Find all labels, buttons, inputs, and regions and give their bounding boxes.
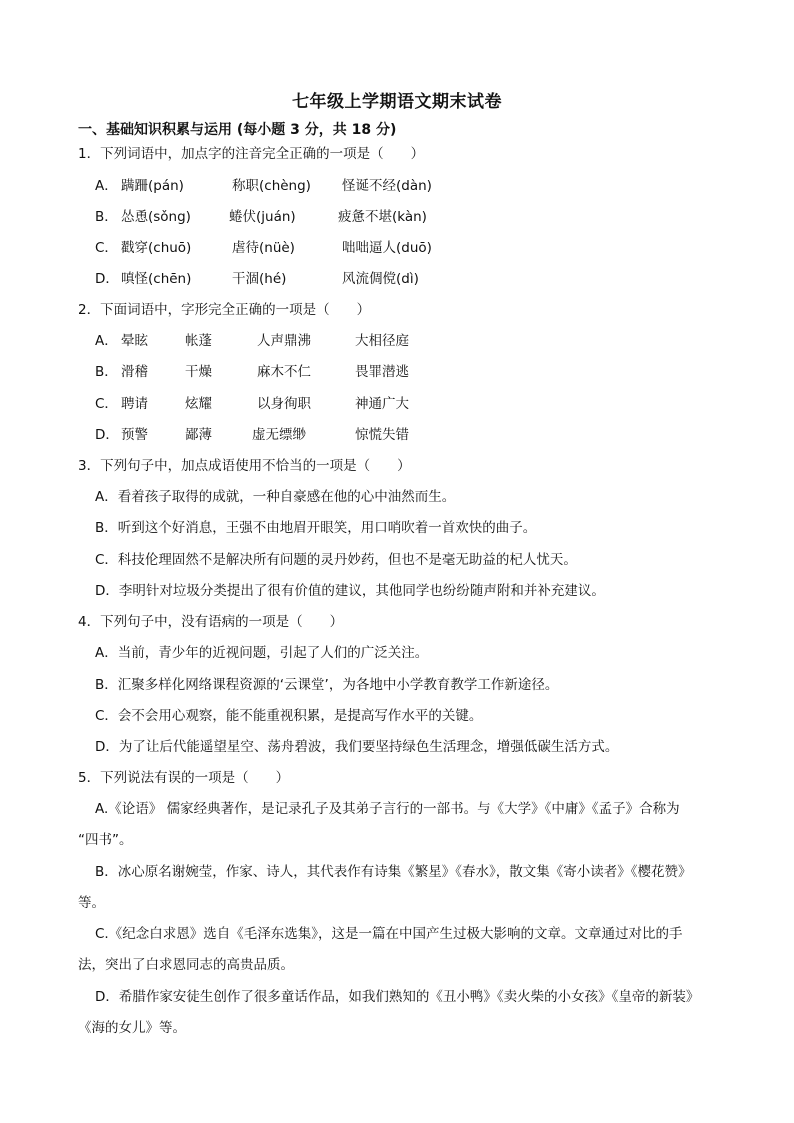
question-5-option-b-cont: 等。 — [78, 895, 105, 911]
option-item: 疲惫不堪(kàn) — [338, 209, 427, 225]
option-item: 怂恿(sǒng) — [121, 209, 191, 225]
option-label: A． — [95, 333, 118, 349]
option-item: 虐待(nüè) — [232, 240, 295, 256]
option-item: 神通广大 — [355, 396, 409, 412]
question-5-option-c-cont: 法，突出了白求恩同志的高贵品质。 — [78, 957, 294, 973]
option-item: 咄咄逼人(duō) — [342, 240, 432, 256]
question-3-option-b: B．听到这个好消息，王强不由地眉开眼笑，用口哨吹着一首欢快的曲子。 — [95, 520, 537, 536]
option-item: 蜷伏(juán) — [229, 209, 296, 225]
option-item: 以身徇职 — [257, 396, 311, 412]
option-item: 滑稽 — [121, 364, 148, 380]
question-5-option-d-cont: 《海的女儿》等。 — [78, 1020, 186, 1036]
option-item: 怪诞不经(dàn) — [342, 178, 432, 194]
option-item: 戳穿(chuō) — [121, 240, 192, 256]
option-label: A． — [95, 178, 118, 194]
section-heading: 一、基础知识积累与运用 (每小题 3 分，共 18 分) — [78, 122, 397, 138]
option-item: 麻木不仁 — [257, 364, 311, 380]
option-item: 炫耀 — [185, 396, 212, 412]
question-5-option-d: D．希腊作家安徒生创作了很多童话作品，如我们熟知的《丑小鸭》《卖火柴的小女孩》《皇帝的新装》 — [95, 989, 700, 1005]
question-4-option-c: C．会不会用心观察，能不能重视积累，是提高写作水平的关键。 — [95, 708, 483, 724]
question-3-option-c: C．科技伦理固然不是解决所有问题的灵丹妙药，但也不是毫无助益的杞人忧天。 — [95, 552, 577, 568]
question-5-option-c: C.《纪念白求恩》选自《毛泽东选集》，这是一篇在中国产生过极大影响的文章。文章通过对比的手 — [95, 926, 683, 942]
page-title: 七年级上学期语文期末试卷 — [292, 92, 502, 112]
question-4-option-b: B．汇聚多样化网络课程资源的‘云课堂’，为各地中小学教育教学工作新途径。 — [95, 677, 559, 693]
option-item: 惊慌失错 — [355, 427, 409, 443]
option-item: 鄙薄 — [185, 427, 212, 443]
option-label: C． — [95, 396, 118, 412]
option-item: 畏罪潜逃 — [355, 364, 409, 380]
option-label: C． — [95, 240, 118, 256]
question-4-option-a: A．当前，青少年的近视问题，引起了人们的广泛关注。 — [95, 645, 429, 661]
option-item: 干涸(hé) — [232, 271, 287, 287]
option-label: B． — [95, 364, 118, 380]
option-item: 预警 — [121, 427, 148, 443]
option-label: B． — [95, 209, 118, 225]
question-5-option-a: A.《论语》 儒家经典著作，是记录孔子及其弟子言行的一部书。与《大学》《中庸》《孟子》合称为 — [95, 801, 680, 817]
option-item: 蹒跚(pán) — [121, 178, 184, 194]
option-item: 帐蓬 — [185, 333, 212, 349]
option-label: D． — [95, 271, 119, 287]
option-item: 干燥 — [185, 364, 212, 380]
option-item: 嗔怪(chēn) — [121, 271, 192, 287]
option-item: 大相径庭 — [355, 333, 409, 349]
option-item: 风流倜傥(dì) — [342, 271, 419, 287]
question-3-option-a: A．看着孩子取得的成就，一种自豪感在他的心中油然而生。 — [95, 489, 456, 505]
option-item: 虚无缥缈 — [252, 427, 306, 443]
option-label: D． — [95, 427, 119, 443]
question-4-stem: 4．下列句子中，没有语病的一项是（ ） — [78, 614, 344, 630]
option-item: 人声鼎沸 — [257, 333, 311, 349]
question-3-stem: 3．下列句子中，加点成语使用不恰当的一项是（ ） — [78, 458, 411, 474]
question-5-option-a-cont: “四书”。 — [78, 832, 133, 848]
question-2-stem: 2．下面词语中，字形完全正确的一项是（ ） — [78, 302, 371, 318]
question-5-option-b: B．冰心原名谢婉莹，作家、诗人，其代表作有诗集《繁星》《春水》，散文集《寄小读者》《樱花赞》 — [95, 864, 692, 880]
question-5-stem: 5．下列说法有误的一项是（ ） — [78, 770, 290, 786]
option-item: 晕眩 — [121, 333, 148, 349]
question-3-option-d: D．李明针对垃圾分类提出了很有价值的建议，其他同学也纷纷随声附和并补充建议。 — [95, 583, 605, 599]
option-item: 聘请 — [121, 396, 148, 412]
question-1-stem: 1．下列词语中，加点字的注音完全正确的一项是（ ） — [78, 146, 425, 162]
option-item: 称职(chèng) — [232, 178, 311, 194]
question-4-option-d: D．为了让后代能遥望星空、荡舟碧波，我们要坚持绿色生活理念，增强低碳生活方式。 — [95, 739, 619, 755]
